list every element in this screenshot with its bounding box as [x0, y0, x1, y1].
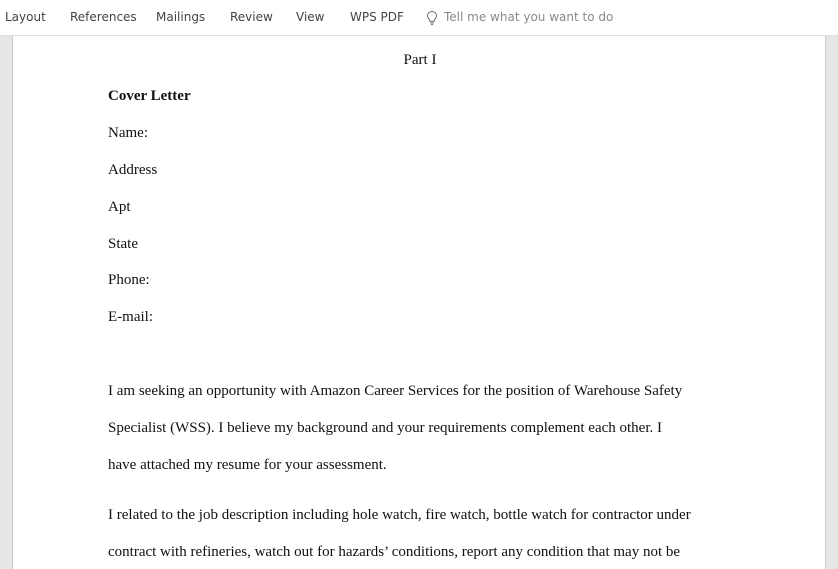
tab-wps-pdf[interactable]: WPS PDF: [350, 10, 404, 24]
field-address: Address: [108, 162, 158, 178]
tell-me-placeholder: Tell me what you want to do: [444, 10, 614, 24]
field-state: State: [108, 236, 138, 252]
document-workspace[interactable]: [0, 36, 838, 569]
document-heading: Part I: [403, 52, 437, 68]
section-title: Cover Letter: [108, 88, 191, 104]
field-email: E-mail:: [108, 309, 153, 325]
document-page[interactable]: [12, 36, 826, 569]
field-name: Name:: [108, 125, 148, 141]
field-apt: Apt: [108, 199, 131, 215]
tab-review[interactable]: Review: [230, 10, 273, 24]
tab-mailings[interactable]: Mailings: [156, 10, 206, 24]
field-phone: Phone:: [108, 272, 150, 288]
paragraph-2-line-2: contract with refineries, watch out for hazards’ conditions, report any condition that may not be: [108, 544, 681, 560]
paragraph-2-line-1: I related to the job description including hole watch, fire watch, bottle watch for contractor under: [108, 507, 691, 523]
tab-view[interactable]: View: [296, 10, 325, 24]
paragraph-1-line-1: I am seeking an opportunity with Amazon Career Services for the position of Warehouse Safety: [108, 383, 683, 399]
lightbulb-icon: [425, 10, 439, 26]
paragraph-1-line-2: Specialist (WSS). I believe my background and your requirements complement each other. I: [108, 420, 662, 436]
ribbon-tab-bar: [0, 0, 838, 36]
tab-layout[interactable]: Layout: [5, 10, 46, 24]
paragraph-1-line-3: have attached my resume for your assessment.: [108, 457, 387, 473]
tab-references[interactable]: References: [70, 10, 137, 24]
